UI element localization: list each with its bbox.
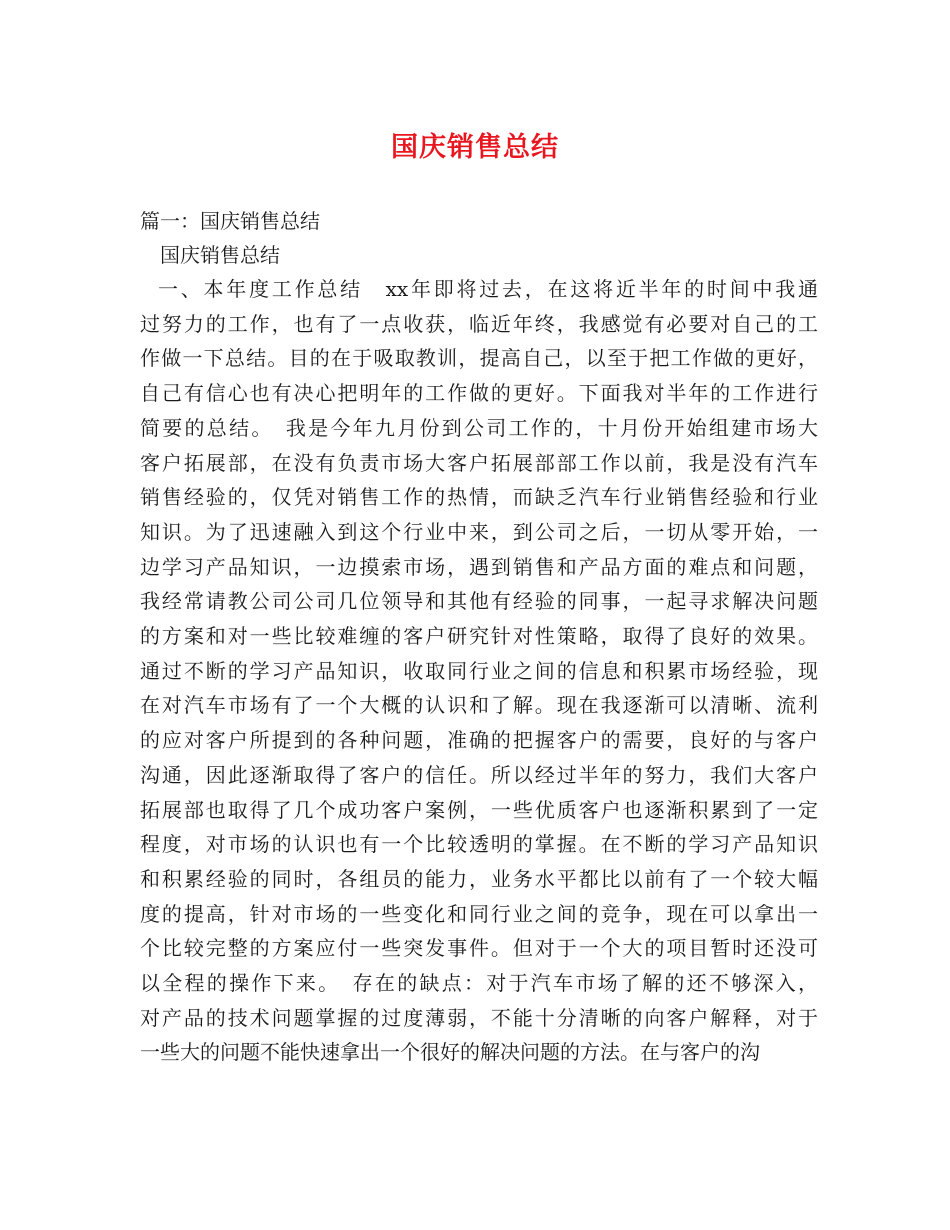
body-line: 一些大的问题不能快速拿出一个很好的解决问题的方法。在与客户的沟 — [140, 1040, 760, 1065]
body-line: 自己有信心也有决心把明年的工作做的更好。下面我对半年的工作进行 — [140, 381, 818, 406]
body-line: 个比较完整的方案应付一些突发事件。但对于一个大的项目暂时还没可 — [140, 936, 818, 961]
body-line: 过努力的工作，也有了一点收获，临近年终，我感觉有必要对自己的工 — [140, 311, 818, 336]
body-line: 的方案和对一些比较难缠的客户研究针对性策略，取得了良好的效果。 — [140, 624, 818, 649]
body-line: 销售经验的，仅凭对销售工作的热情，而缺乏汽车行业销售经验和行业 — [140, 485, 818, 510]
document-title: 国庆销售总结 — [391, 132, 559, 163]
body-line: 和积累经验的同时，各组员的能力，业务水平都比以前有了一个较大幅 — [140, 866, 818, 891]
sub-heading: 国庆销售总结 — [160, 243, 280, 267]
body-line: 在对汽车市场有了一个大概的认识和了解。现在我逐渐可以清晰、流利 — [140, 693, 818, 718]
body-line: 客户拓展部，在没有负责市场大客户拓展部部工作以前，我是没有汽车 — [140, 450, 818, 475]
section-heading: 篇一：国庆销售总结 — [140, 209, 320, 233]
body-line: 沟通，因此逐渐取得了客户的信任。所以经过半年的努力，我们大客户 — [140, 762, 818, 787]
body-line: 对产品的技术问题掌握的过度薄弱，不能十分清晰的向客户解释，对于 — [140, 1005, 818, 1030]
body-line: 度的提高，针对市场的一些变化和同行业之间的竞争，现在可以拿出一 — [140, 901, 818, 926]
body-line: 作做一下总结。目的在于吸取教训，提高自己，以至于把工作做的更好， — [140, 346, 818, 371]
body-line: 的应对客户所提到的各种问题，准确的把握客户的需要，良好的与客户 — [140, 728, 818, 753]
body-paragraph — [140, 272, 818, 1070]
body-line: 程度，对市场的认识也有一个比较透明的掌握。在不断的学习产品知识 — [140, 832, 818, 857]
body-line: 边学习产品知识，一边摸索市场，遇到销售和产品方面的难点和问题， — [140, 554, 818, 579]
body-line: 知识。为了迅速融入到这个行业中来，到公司之后，一切从零开始，一 — [140, 519, 818, 544]
body-line: 通过不断的学习产品知识，收取同行业之间的信息和积累市场经验，现 — [140, 658, 818, 683]
body-line: 我经常请教公司公司几位领导和其他有经验的同事，一起寻求解决问题 — [140, 589, 818, 614]
body-line: 以全程的操作下来。 存在的缺点：对于汽车市场了解的还不够深入， — [140, 971, 818, 996]
body-line: 简要的总结。 我是今年九月份到公司工作的，十月份开始组建市场大 — [140, 415, 818, 440]
body-line: 一、本年度工作总结 xx年即将过去，在这将近半年的时间中我通 — [158, 277, 818, 301]
body-line: 拓展部也取得了几个成功客户案例，一些优质客户也逐渐积累到了一定 — [140, 797, 818, 822]
